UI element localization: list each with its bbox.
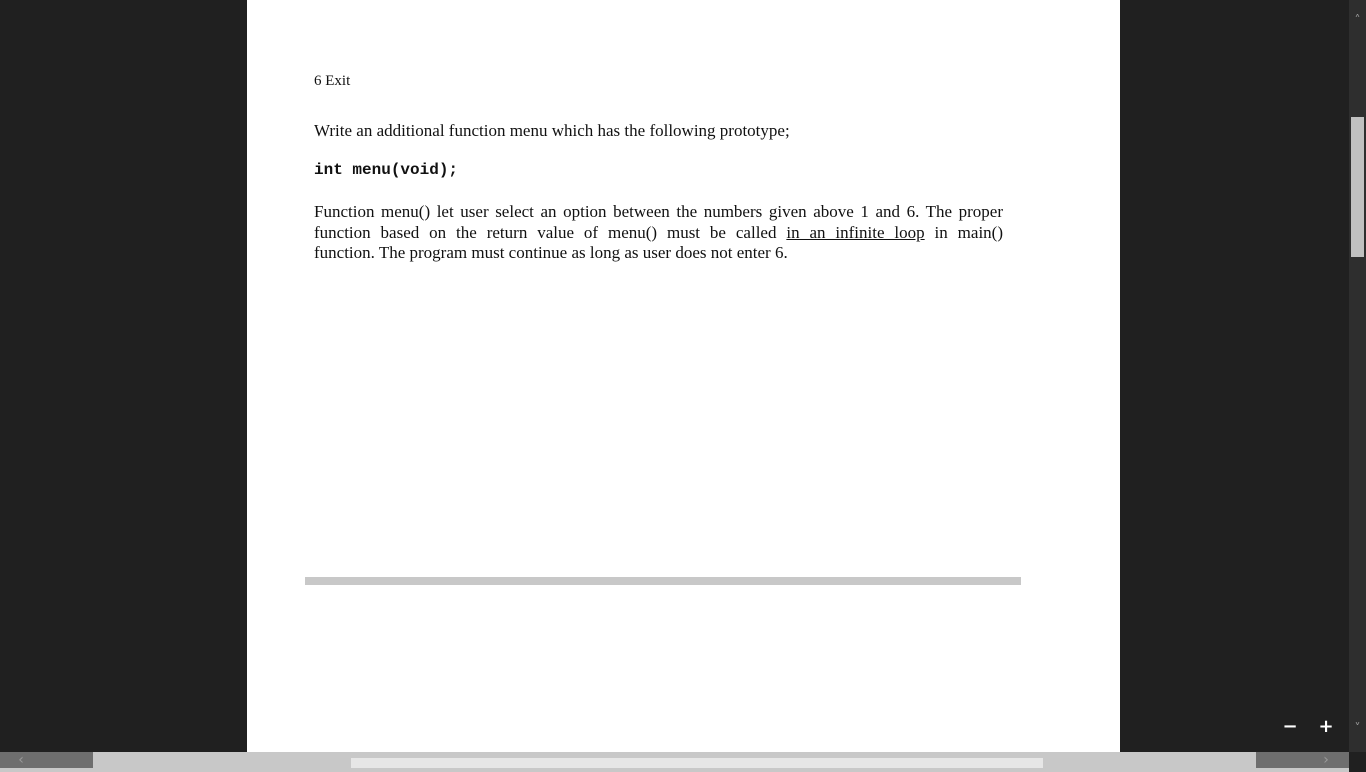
page-separator [305, 577, 1021, 585]
clipped-list-item-text: 6 Exit [314, 73, 351, 89]
scrollbar-corner [1349, 752, 1366, 772]
description-line-1: Function menu() let user select an option between the numbers given above 1 and 6. The proper [314, 202, 1003, 221]
zoom-out-button[interactable]: − [1282, 716, 1298, 737]
horizontal-scrollbar[interactable] [0, 752, 1349, 772]
description-line-2-start: function based on the return value of menu() must be called [314, 222, 787, 242]
document-page [247, 0, 1120, 752]
scroll-left-icon[interactable]: ‹ [18, 752, 24, 768]
vertical-scrollbar[interactable] [1349, 0, 1366, 752]
description-line-3: function. The program must continue as long as user does not enter 6. [314, 243, 788, 262]
scroll-up-icon[interactable]: ˄ [1354, 13, 1361, 27]
underlined-phrase: in an infinite loop [786, 222, 925, 242]
description-line-2 [314, 223, 1003, 244]
zoom-in-button[interactable]: + [1318, 716, 1334, 737]
code-prototype: int menu(void); [314, 161, 459, 179]
vertical-scroll-thumb[interactable] [1351, 117, 1364, 257]
scroll-right-icon[interactable]: › [1323, 752, 1329, 768]
description-line-2-end: in main() [924, 222, 1003, 242]
description-paragraph [314, 202, 1003, 264]
clipped-list-item [314, 73, 351, 98]
instruction-paragraph: Write an additional function menu which has the following prototype; [314, 121, 790, 140]
scroll-down-icon[interactable]: ˅ [1354, 721, 1361, 735]
horizontal-scroll-thumb[interactable] [351, 758, 1043, 768]
